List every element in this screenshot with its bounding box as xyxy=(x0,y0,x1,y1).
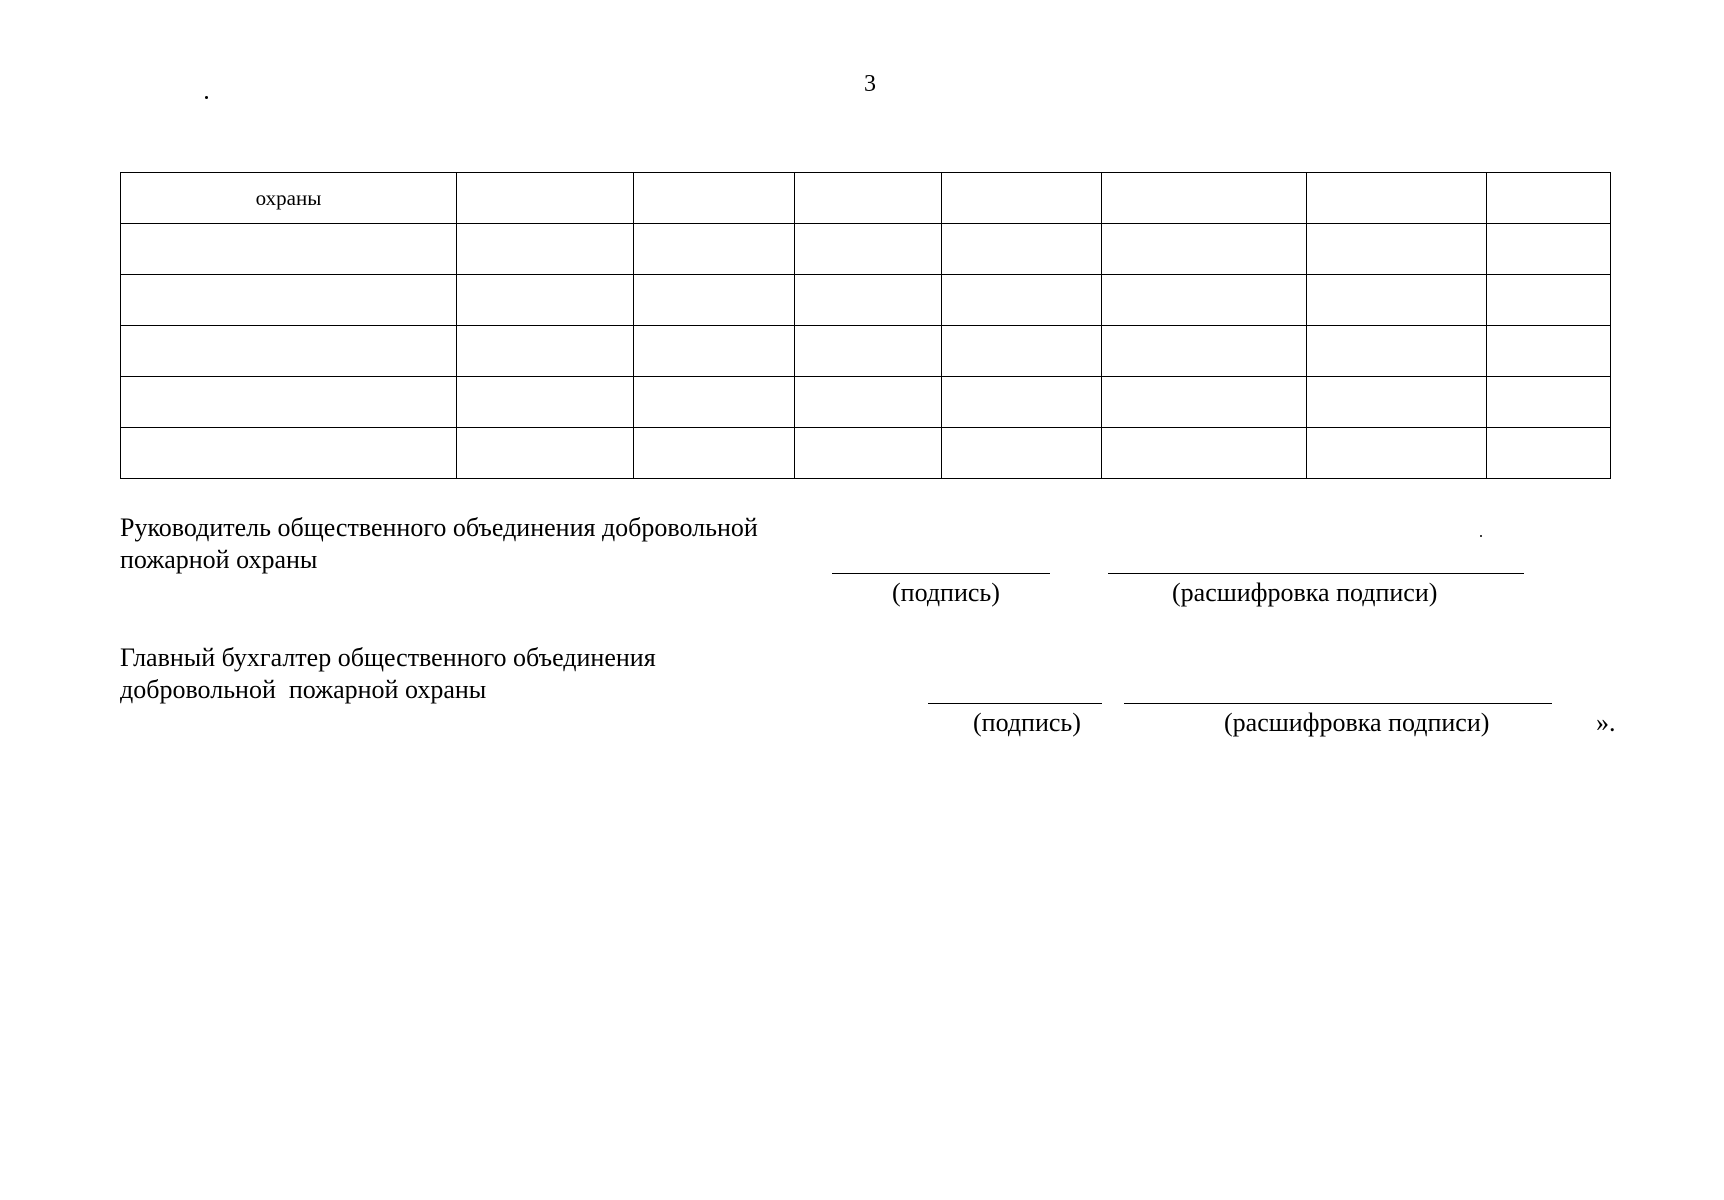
table-cell: охраны xyxy=(121,173,457,224)
table-cell xyxy=(634,326,795,377)
table-row xyxy=(121,224,1611,275)
table-row xyxy=(121,326,1611,377)
table-cell xyxy=(795,377,942,428)
table-cell xyxy=(795,173,942,224)
table-cell xyxy=(795,428,942,479)
table-cell xyxy=(121,428,457,479)
table-cell xyxy=(1487,428,1611,479)
table-cell xyxy=(1102,377,1307,428)
head-decoding-line xyxy=(1108,573,1524,574)
table-cell xyxy=(121,224,457,275)
table-cell xyxy=(121,377,457,428)
table-cell xyxy=(1307,173,1487,224)
table-row xyxy=(121,173,1611,224)
accountant-title-line1: Главный бухгалтер общественного объединения xyxy=(120,643,656,672)
table-cell xyxy=(457,428,634,479)
table-cell xyxy=(1102,275,1307,326)
table-cell xyxy=(942,377,1102,428)
table-cell xyxy=(1102,173,1307,224)
closing-quote-mark: ». xyxy=(1596,708,1616,737)
accountant-decoding-line xyxy=(1124,703,1552,704)
head-title-block xyxy=(120,512,758,576)
table-cell xyxy=(1102,428,1307,479)
accountant-signature-caption: (подпись) xyxy=(973,708,1081,737)
table-cell xyxy=(1487,326,1611,377)
accountant-title-block xyxy=(120,642,656,706)
table-cell xyxy=(457,173,634,224)
form-table xyxy=(120,172,1611,479)
table-cell xyxy=(1487,377,1611,428)
table-cell xyxy=(634,173,795,224)
table-cell xyxy=(942,224,1102,275)
table-cell xyxy=(457,377,634,428)
scan-speck xyxy=(205,96,208,99)
page-number: 3 xyxy=(864,71,876,97)
table-cell xyxy=(942,275,1102,326)
head-decoding-caption: (расшифровка подписи) xyxy=(1172,578,1438,607)
head-title-line2: пожарной охраны xyxy=(120,545,318,574)
table-cell xyxy=(1307,377,1487,428)
table-cell xyxy=(795,275,942,326)
table-cell xyxy=(634,377,795,428)
table-cell xyxy=(1307,224,1487,275)
accountant-decoding-caption: (расшифровка подписи) xyxy=(1224,708,1490,737)
table-row xyxy=(121,377,1611,428)
head-title-line1: Руководитель общественного объединения добровольной xyxy=(120,513,758,542)
accountant-title-line2: добровольной пожарной охраны xyxy=(120,675,487,704)
table-row xyxy=(121,428,1611,479)
table-cell xyxy=(1487,173,1611,224)
accountant-signature-line xyxy=(928,703,1102,704)
table-cell xyxy=(942,173,1102,224)
table-cell xyxy=(942,428,1102,479)
table-cell xyxy=(121,326,457,377)
table-cell xyxy=(795,326,942,377)
table-cell xyxy=(1307,428,1487,479)
table-cell xyxy=(457,224,634,275)
table-cell xyxy=(795,224,942,275)
head-signature-line xyxy=(832,573,1050,574)
table-row xyxy=(121,275,1611,326)
table-cell xyxy=(121,275,457,326)
table-cell xyxy=(1102,224,1307,275)
table-cell xyxy=(942,326,1102,377)
table-cell xyxy=(634,275,795,326)
head-signature-caption: (подпись) xyxy=(892,578,1000,607)
table-cell xyxy=(634,224,795,275)
scan-speck xyxy=(1480,535,1482,537)
table-cell xyxy=(1307,275,1487,326)
table-cell xyxy=(1487,224,1611,275)
table-cell xyxy=(1102,326,1307,377)
table-cell xyxy=(1307,326,1487,377)
table-cell xyxy=(457,326,634,377)
table-cell xyxy=(634,428,795,479)
table-cell xyxy=(457,275,634,326)
table-cell xyxy=(1487,275,1611,326)
